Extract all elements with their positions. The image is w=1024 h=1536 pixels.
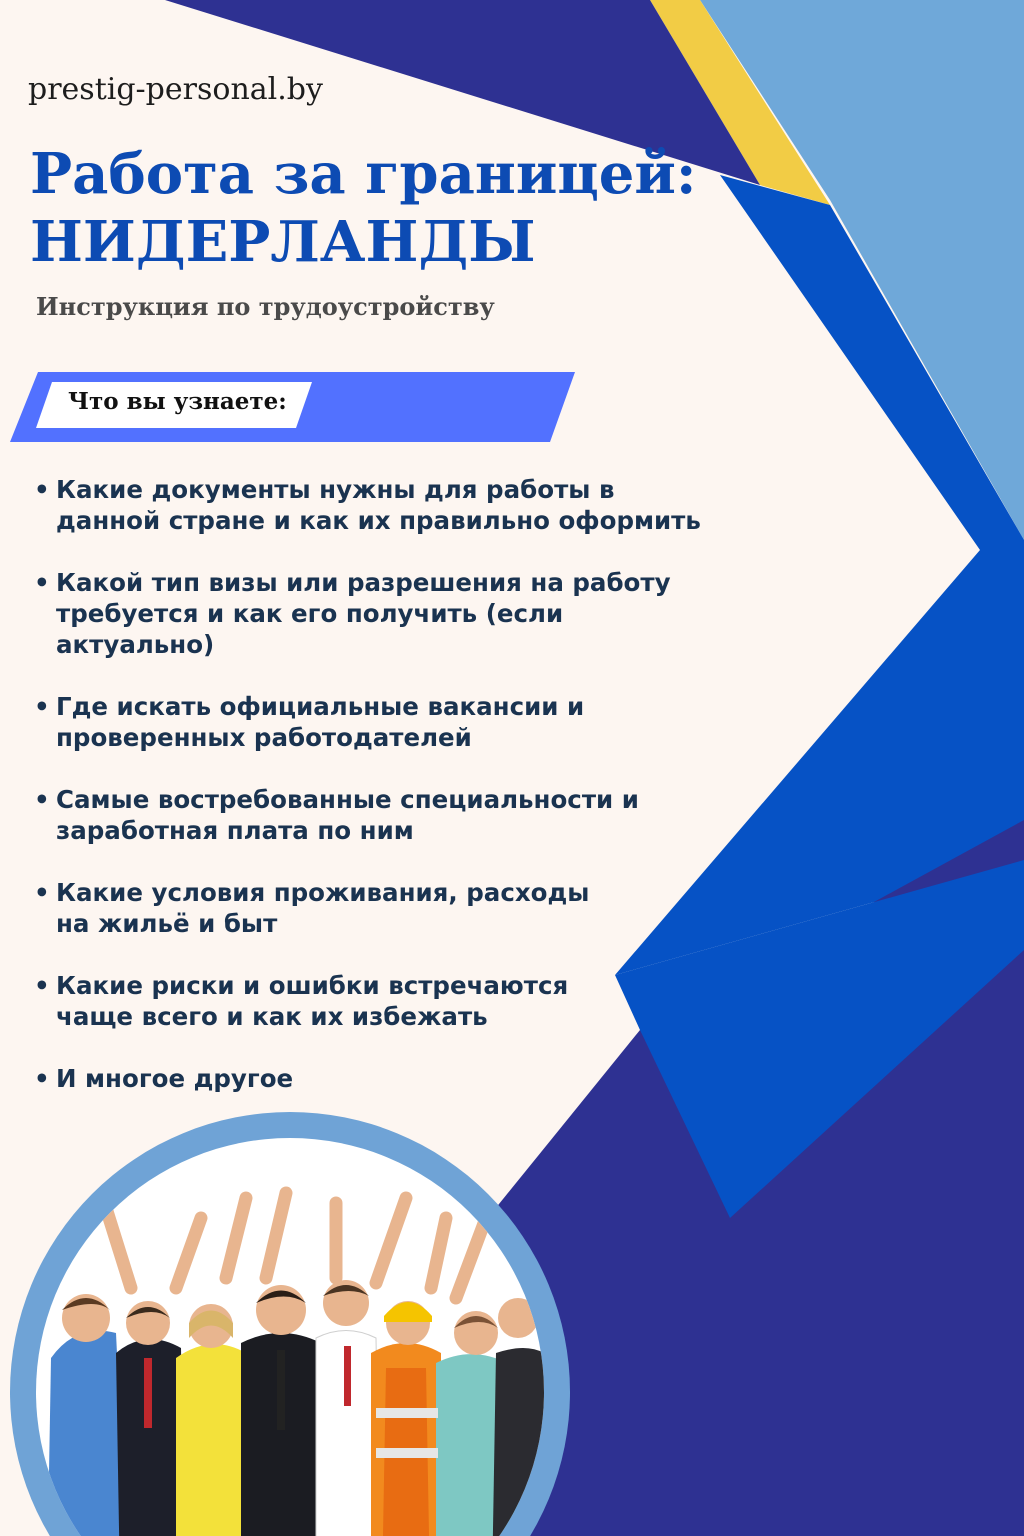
list-item bbox=[30, 567, 701, 660]
topics-list bbox=[30, 474, 701, 1094]
list-item bbox=[30, 784, 701, 846]
title-line-2: НИДЕРЛАНДЫ bbox=[30, 209, 536, 275]
list-item-text: Где искать официальные вакансии и проверенных работодателей bbox=[56, 692, 585, 752]
list-item-text: И многое другое bbox=[56, 1064, 294, 1093]
bullet-icon: • bbox=[34, 1064, 50, 1093]
page-title bbox=[30, 140, 697, 276]
site-url: prestig-personal.by bbox=[28, 72, 323, 107]
page-subtitle: Инструкция по трудоустройству bbox=[36, 292, 495, 321]
bullet-icon: • bbox=[34, 568, 50, 597]
bullet-icon: • bbox=[34, 475, 50, 504]
list-item-text: Самые востребованные специальности и заработная плата по ним bbox=[56, 785, 639, 845]
bullet-icon: • bbox=[34, 785, 50, 814]
workers-illustration bbox=[36, 1138, 544, 1536]
raised-arms bbox=[106, 1193, 486, 1298]
bullet-icon: • bbox=[34, 878, 50, 907]
bullet-icon: • bbox=[34, 971, 50, 1000]
list-item-text: Какие условия проживания, расходы на жильё и быт bbox=[56, 878, 590, 938]
list-item-text: Какие риски и ошибки встречаются чаще всего и как их избежать bbox=[56, 971, 569, 1031]
list-item-text: Какие документы нужны для работы в данной стране и как их правильно оформить bbox=[56, 475, 701, 535]
bodies bbox=[46, 1331, 544, 1536]
list-item bbox=[30, 1063, 701, 1094]
workers-photo bbox=[36, 1138, 544, 1536]
list-item bbox=[30, 474, 701, 536]
title-line-1: Работа за границей: bbox=[30, 141, 697, 207]
list-item bbox=[30, 691, 701, 753]
section-label: Что вы узнаете: bbox=[68, 388, 287, 415]
list-item-text: Какой тип визы или разрешения на работу требуется и как его получить (если актуально) bbox=[56, 568, 671, 659]
bullet-icon: • bbox=[34, 692, 50, 721]
list-item bbox=[30, 970, 701, 1032]
list-item bbox=[30, 877, 701, 939]
